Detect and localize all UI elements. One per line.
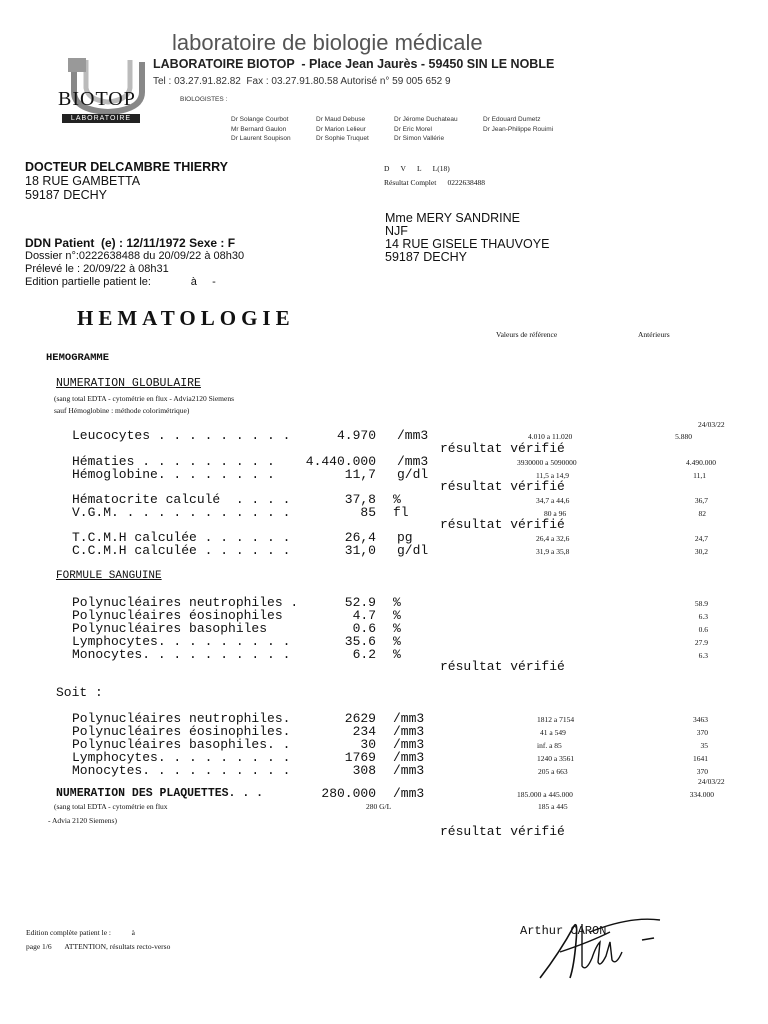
formule-prev-lympho: 27.9 bbox=[694, 638, 708, 647]
result-ref-hemoglobine: 11,5 a 14,9 bbox=[536, 471, 570, 480]
formule-unit-lympho: % bbox=[393, 634, 401, 649]
soit-unit-lympho: /mm3 bbox=[393, 750, 425, 765]
soit-label-baso: Polynucléaires basophiles. . bbox=[72, 737, 291, 752]
result-value-tcmh: 26,4 bbox=[344, 530, 376, 545]
signature-name: Arthur CARON bbox=[520, 924, 607, 938]
result-value-vgm: 85 bbox=[360, 505, 376, 520]
formule-prev-neutro: 58.9 bbox=[694, 599, 708, 608]
plaquettes-ref: 185.000 a 445.000 bbox=[517, 790, 573, 799]
result-ref-vgm: 80 a 96 bbox=[544, 509, 567, 518]
report-codes-line1: D V L L(18) bbox=[384, 164, 450, 173]
formule-value-neutro: 52.9 bbox=[344, 595, 376, 610]
result-label-vgm: V.G.M. . . . . . . . . . . . bbox=[72, 505, 291, 520]
numeration-prev-date: 24/03/22 bbox=[698, 420, 725, 429]
soit-ref-neutro: 1812 a 7154 bbox=[537, 715, 575, 724]
ref-values-header: Valeurs de référence bbox=[496, 330, 558, 339]
doctor-street: 18 RUE GAMBETTA bbox=[25, 174, 141, 188]
formule-label-eosino: Polynucléaires éosinophiles bbox=[72, 608, 283, 623]
soit-prev-eosino: 370 bbox=[696, 728, 708, 737]
soit-label-mono: Monocytes. . . . . . . . . . bbox=[72, 763, 291, 778]
biologists-col4: Dr Edouard Dumetz Dr Jean-Philippe Rouimi bbox=[483, 116, 554, 133]
result-ref-tcmh: 26,4 a 32,6 bbox=[536, 534, 570, 543]
plaquettes-ref2: 185 a 445 bbox=[538, 802, 568, 811]
doctor-name: DOCTEUR DELCAMBRE THIERRY bbox=[25, 160, 229, 174]
soit-prev-neutro: 3463 bbox=[693, 715, 708, 724]
edition-partielle: Edition partielle patient le: à - bbox=[25, 276, 216, 288]
numeration-note1: (sang total EDTA - cytométrie en flux - Advia2120 Siemens bbox=[54, 394, 234, 403]
logo-text: BIOTOP bbox=[58, 88, 136, 110]
lab-address: LABORATOIRE BIOTOP - Place Jean Jaurès - 59450 SIN LE NOBLE bbox=[153, 57, 555, 71]
plaquettes-value: 280.000 bbox=[321, 786, 376, 801]
patient-name: Mme MERY SANDRINE bbox=[385, 211, 520, 225]
soit-label-neutro: Polynucléaires neutrophiles. bbox=[72, 711, 291, 726]
formule-prev-mono: 6.3 bbox=[698, 651, 708, 660]
plaquettes-prev: 334.000 bbox=[689, 790, 714, 799]
soit-ref-baso: inf. a 85 bbox=[537, 741, 562, 750]
verified-4: résultat vérifié bbox=[440, 659, 565, 674]
result-unit-leucocytes: /mm3 bbox=[397, 428, 429, 443]
soit-value-eosino: 234 bbox=[352, 724, 376, 739]
result-label-hematocrite: Hématocrite calculé . . . . bbox=[72, 492, 291, 507]
formule-title: FORMULE SANGUINE bbox=[56, 570, 162, 582]
soit-unit-eosino: /mm3 bbox=[393, 724, 425, 739]
formule-value-lympho: 35.6 bbox=[344, 634, 376, 649]
biologists-col2: Dr Maud Debuse Dr Marion Lelieur Dr Sophie Truquet bbox=[316, 116, 369, 142]
formule-unit-mono: % bbox=[393, 647, 401, 662]
dossier-number: Dossier n°:0222638488 du 20/09/22 à 08h30 bbox=[25, 250, 245, 262]
soit-prev-date: 24/03/22 bbox=[698, 777, 725, 786]
formule-value-baso: 0.6 bbox=[352, 621, 376, 636]
verified-2: résultat vérifié bbox=[440, 479, 565, 494]
plaquettes-note1: (sang total EDTA - cytométrie en flux bbox=[54, 802, 168, 811]
result-value-hematocrite: 37,8 bbox=[344, 492, 376, 507]
result-unit-vgm: fl bbox=[393, 505, 409, 520]
footer-page: page 1/6 ATTENTION, résultats recto-verso bbox=[26, 942, 171, 951]
signature-icon bbox=[530, 902, 670, 984]
soit-unit-neutro: /mm3 bbox=[393, 711, 425, 726]
verified-3: résultat vérifié bbox=[440, 517, 565, 532]
soit-label-lympho: Lymphocytes. . . . . . . . . bbox=[72, 750, 291, 765]
hemogramme-title: HEMOGRAMME bbox=[46, 352, 110, 364]
result-unit-hematocrite: % bbox=[393, 492, 401, 507]
soit-value-neutro: 2629 bbox=[344, 711, 376, 726]
result-label-tcmh: T.C.M.H calculée . . . . . . bbox=[72, 530, 291, 545]
footer-edition: Edition complète patient le : à bbox=[26, 928, 135, 937]
biologists-col1: Dr Solange Courbot Mr Bernard Gaulon Dr Laurent Soupison bbox=[231, 116, 291, 142]
soit-value-lympho: 1769 bbox=[344, 750, 376, 765]
numeration-note2: sauf Hémoglobine : méthode colorimétrique) bbox=[54, 406, 190, 415]
result-prev-leucocytes: 5.880 bbox=[675, 432, 692, 441]
soit-ref-lympho: 1240 a 3561 bbox=[537, 754, 575, 763]
formule-value-mono: 6.2 bbox=[352, 647, 376, 662]
result-label-hemoglobine: Hémoglobine. . . . . . . . bbox=[72, 467, 275, 482]
patient-extra: NJF bbox=[385, 224, 408, 238]
soit-prev-mono: 370 bbox=[696, 767, 708, 776]
soit-prev-lympho: 1641 bbox=[693, 754, 708, 763]
result-ref-leucocytes: 4.010 a 11.020 bbox=[528, 432, 573, 441]
soit-title: Soit : bbox=[56, 685, 103, 700]
section-title: HEMATOLOGIE bbox=[77, 306, 295, 330]
soit-value-baso: 30 bbox=[360, 737, 376, 752]
soit-value-mono: 308 bbox=[352, 763, 376, 778]
result-ref-ccmh: 31,9 a 35,8 bbox=[536, 547, 570, 556]
lab-title: laboratoire de biologie médicale bbox=[172, 30, 483, 55]
formule-label-neutro: Polynucléaires neutrophiles . bbox=[72, 595, 299, 610]
doctor-city: 59187 DECHY bbox=[25, 188, 107, 202]
formule-prev-baso: 0.6 bbox=[698, 625, 708, 634]
verified-5: résultat vérifié bbox=[440, 824, 565, 839]
plaquettes-label: NUMERATION DES PLAQUETTES. . . bbox=[56, 787, 264, 800]
verified-1: résultat vérifié bbox=[440, 441, 565, 456]
soit-prev-baso: 35 bbox=[700, 741, 708, 750]
soit-unit-mono: /mm3 bbox=[393, 763, 425, 778]
result-prev-ccmh: 30,2 bbox=[694, 547, 708, 556]
result-value-hemoglobine: 11,7 bbox=[344, 467, 376, 482]
formule-value-eosino: 4.7 bbox=[352, 608, 376, 623]
biologists-col3: Dr Jérome Duchateau Dr Eric Morel Dr Simon Vallérie bbox=[394, 116, 458, 142]
plaquettes-note2: - Advia 2120 Siemens) bbox=[48, 816, 117, 825]
patient-city: 59187 DECHY bbox=[385, 250, 467, 264]
report-codes-line2: Résultat Complet 0222638488 bbox=[384, 178, 486, 187]
lab-logo bbox=[52, 38, 148, 124]
result-unit-hemoglobine: g/dl bbox=[397, 467, 429, 482]
result-label-ccmh: C.C.M.H calculée . . . . . . bbox=[72, 543, 291, 558]
formule-unit-baso: % bbox=[393, 621, 401, 636]
logo-subtext: LABORATOIRE bbox=[62, 114, 140, 123]
result-prev-hematies: 4.490.000 bbox=[686, 458, 716, 467]
formule-prev-eosino: 6.3 bbox=[698, 612, 708, 621]
soit-unit-baso: /mm3 bbox=[393, 737, 425, 752]
prelevement-date: Prélevé le : 20/09/22 à 08h31 bbox=[25, 263, 169, 275]
formule-label-lympho: Lymphocytes. . . . . . . . . bbox=[72, 634, 291, 649]
numeration-title: NUMERATION GLOBULAIRE bbox=[56, 377, 201, 390]
result-label-hematies: Hématies . . . . . . . . . bbox=[72, 454, 275, 469]
patient-street: 14 RUE GISELE THAUVOYE bbox=[385, 237, 550, 251]
result-prev-vgm: 82 bbox=[698, 509, 706, 518]
result-value-ccmh: 31,0 bbox=[344, 543, 376, 558]
formule-label-baso: Polynucléaires basophiles bbox=[72, 621, 268, 636]
result-label-leucocytes: Leucocytes . . . . . . . . . bbox=[72, 428, 291, 443]
plaquettes-value2: 280 G/L bbox=[366, 802, 392, 811]
result-unit-tcmh: pg bbox=[397, 530, 413, 545]
lab-contact: Tel : 03.27.91.82.82 Fax : 03.27.91.80.58 Autorisé n° 59 005 652 9 bbox=[153, 76, 451, 87]
result-ref-hematocrite: 34,7 a 44,6 bbox=[536, 496, 570, 505]
biologists-label: BIOLOGISTES : bbox=[180, 96, 228, 103]
result-ref-hematies: 3930000 a 5090000 bbox=[517, 458, 577, 467]
formule-unit-eosino: % bbox=[393, 608, 401, 623]
result-value-leucocytes: 4.970 bbox=[336, 428, 376, 443]
soit-ref-mono: 205 a 663 bbox=[538, 767, 568, 776]
patient-ddn: DDN Patient (e) : 12/11/1972 Sexe : F bbox=[25, 236, 236, 250]
soit-label-eosino: Polynucléaires éosinophiles. bbox=[72, 724, 291, 739]
result-unit-hematies: /mm3 bbox=[397, 454, 429, 469]
result-value-hematies: 4.440.000 bbox=[305, 454, 376, 469]
result-prev-tcmh: 24,7 bbox=[694, 534, 708, 543]
formule-unit-neutro: % bbox=[393, 595, 401, 610]
plaquettes-unit: /mm3 bbox=[393, 786, 425, 801]
formule-label-mono: Monocytes. . . . . . . . . . bbox=[72, 647, 291, 662]
previous-values-header: Antérieurs bbox=[638, 330, 670, 339]
result-unit-ccmh: g/dl bbox=[397, 543, 429, 558]
soit-ref-eosino: 41 a 549 bbox=[540, 728, 566, 737]
result-prev-hemoglobine: 11,1 bbox=[693, 471, 706, 480]
result-prev-hematocrite: 36,7 bbox=[694, 496, 708, 505]
